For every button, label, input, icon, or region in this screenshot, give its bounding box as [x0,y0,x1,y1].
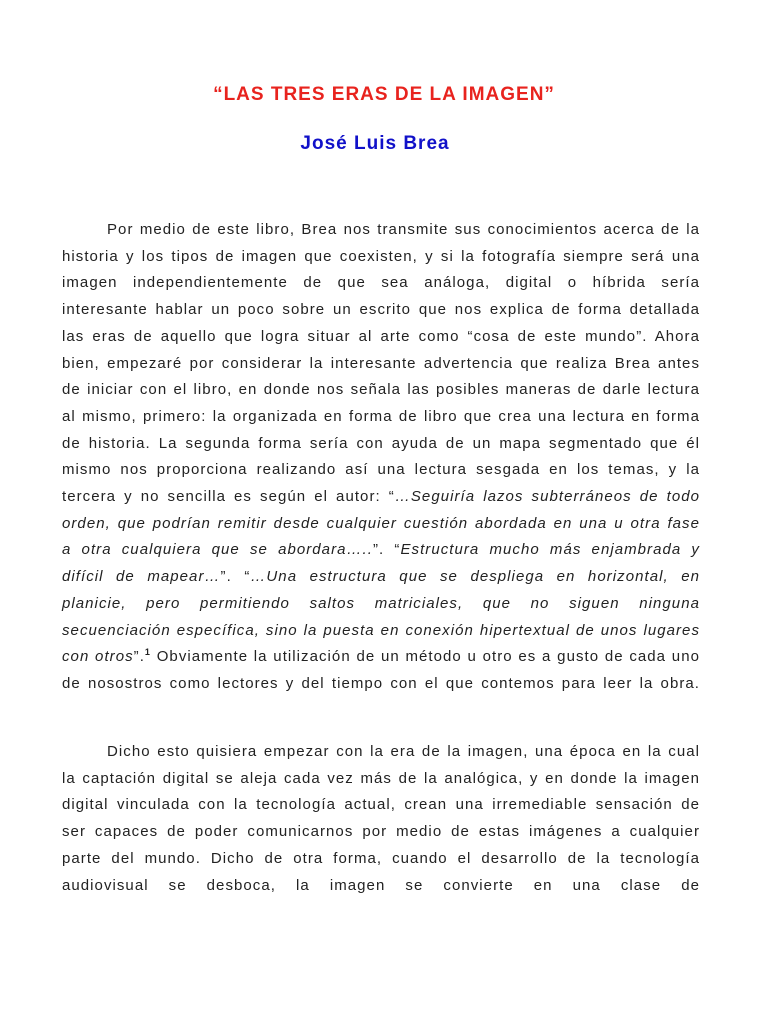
quote-closing: ”. [133,648,145,666]
paragraph-2: Dicho esto quisiera empezar con la era de la imagen, una época en la cual la captación digital se aleja cada vez más de la analógica, y en donde la imagen digital vinculada con la tecnología actual, crean una irremediable sensación de ser capaces de poder comunicarnos por medio de estas imágenes a cualquier parte del mundo. Dicho de otra forma, cuando el desarrollo de la tecnología audiovisual se desboca, la imagen se convierte en una clase de [62,743,700,894]
quote-estructura-enjambrada: Estructura mucho más enjambrada y difícil de mapear… [62,541,700,586]
quote-estructura-horizontal: …Una estructura que se despliega en horizontal, en planicie, pero permitiendo saltos matriciales, que no siguen ninguna secuenciación específica, sino la puesta en conexión hipertextual de unos lugares con otros [62,568,700,666]
quote-separator: ”. “ [220,568,251,586]
paragraph-1-conclusion: Obviamente la utilización de un método u otro es a gusto de cada uno de nosostros como lectores y del tiempo con el que contemos para leer la obra. [62,648,700,692]
paragraph-1-text: Por medio de este libro, Brea nos transmite sus conocimientos acerca de la historia y los tipos de imagen que coexisten, y si la fotografía siempre será una imagen independientemente de que sea análoga, digital o híbrida sería interesante hablar un poco sobre un escrito que nos explica de forma detallada las eras de aquello que logra situar al arte como “cosa de este mundo”. Ahora bien, empezaré por considerar la interesante advertencia que realiza Brea antes de iniciar con el libro, en donde nos señala las posibles maneras de darle lectura al mismo, primero: la organizada en forma de libro que crea una lectura en forma de historia. La segunda forma sería con ayuda de un mapa segmentado que él mismo nos proporciona realizando así una lectura sesgada en los temas, y la tercera y no sencilla es según el autor: “ [62,221,700,506]
document-title: “LAS TRES ERAS DE LA IMAGEN” [213,84,555,105]
quote-seguiria-lazos: …Seguiría lazos subterráneos de todo orden, que podrían remitir desde cualquier cuestión abordada en una u otra fase a otra cualquiera que se abordara….. [62,488,700,559]
footnote-marker[interactable]: 1 [144,647,151,658]
paragraph-1-intro [62,217,700,698]
document-author: José Luis Brea [300,133,450,154]
quote-separator: ”. “ [373,541,401,559]
